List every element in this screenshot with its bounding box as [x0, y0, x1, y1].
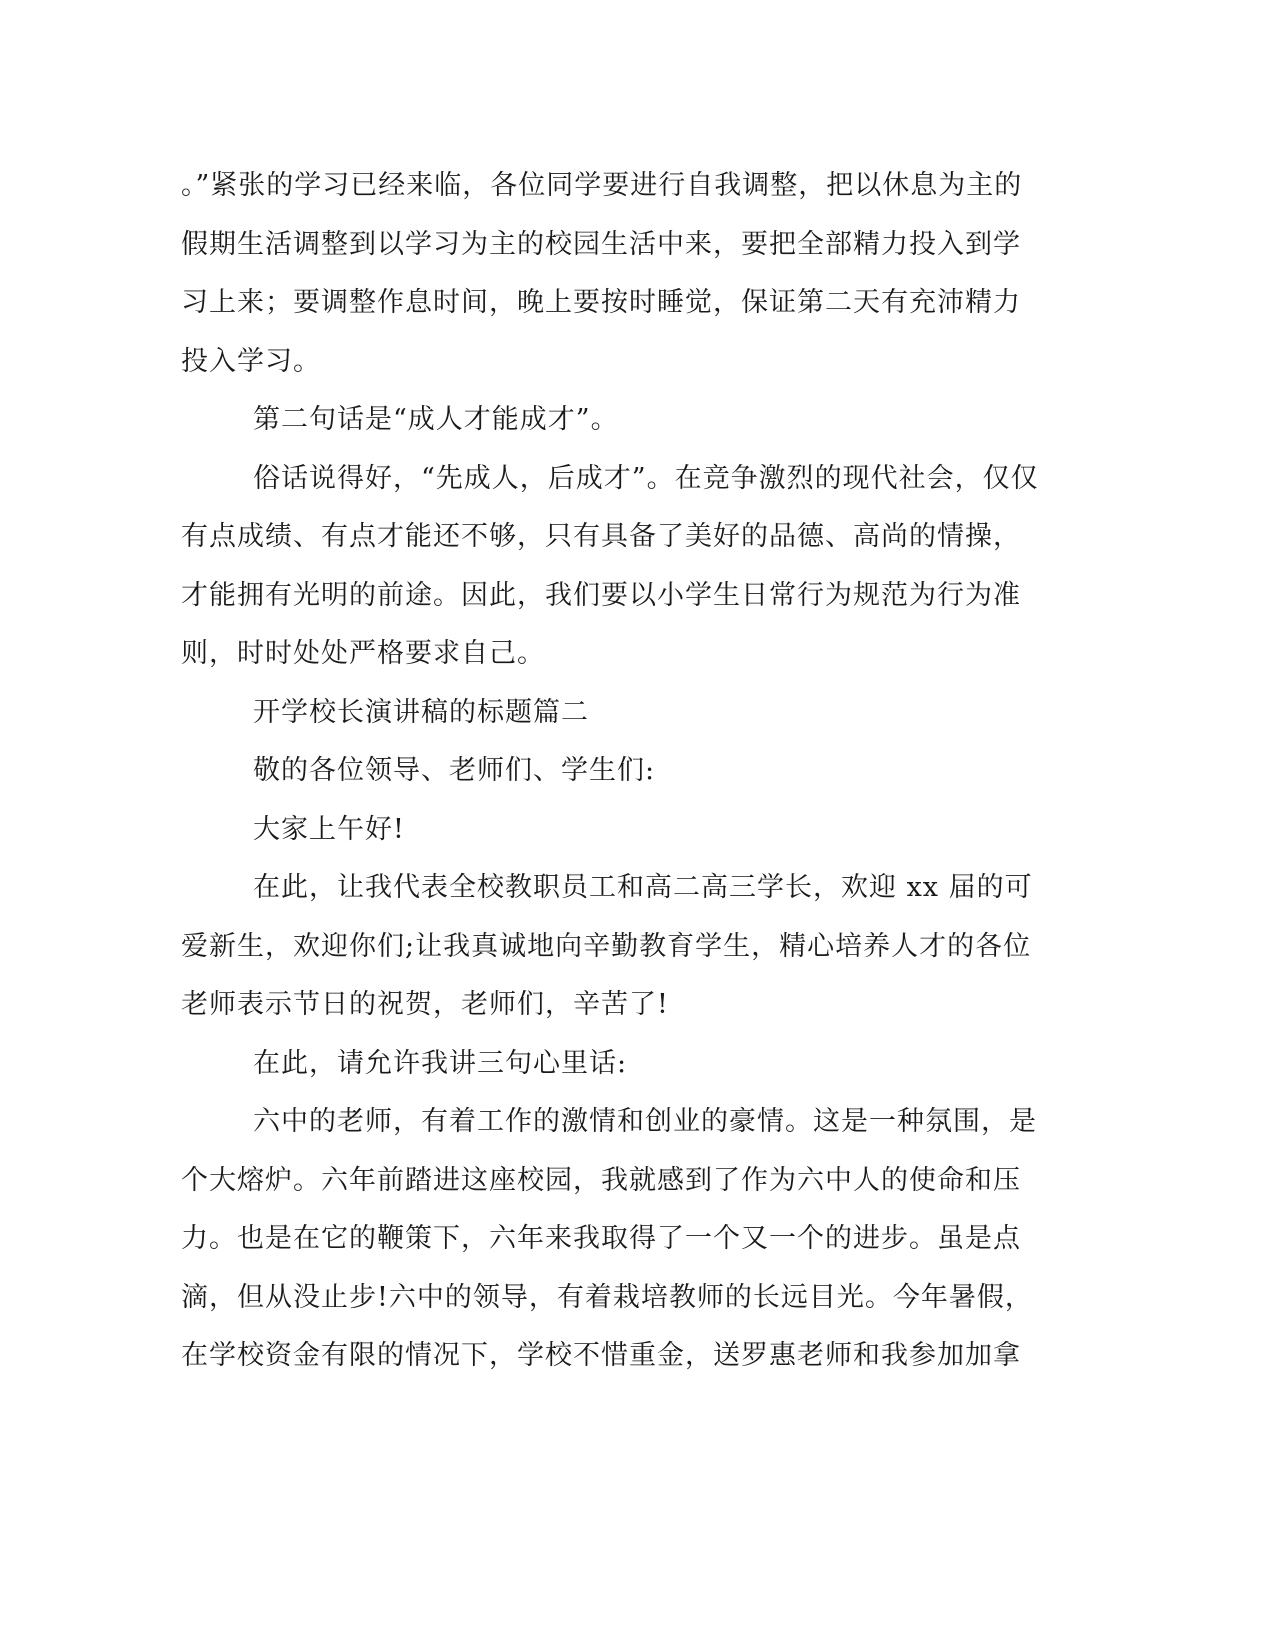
- text-line: 六中的老师，有着工作的激情和创业的豪情。这是一种氛围，是: [253, 1106, 1037, 1137]
- text-line: 则，时时处处严格要求自己。: [181, 638, 545, 669]
- text-line: 在此，让我代表全校教职员工和高二高三学长，欢迎 xx 届的可: [253, 872, 1033, 903]
- document-body: [181, 157, 1041, 1386]
- text-line: 在学校资金有限的情况下，学校不惜重金，送罗惠老师和我参加加拿: [181, 1340, 1021, 1371]
- text-line: 大家上午好!: [253, 813, 405, 845]
- text-line: 第二句话是“成人才能成才”。: [253, 404, 619, 435]
- text-line: 投入学习。: [181, 345, 321, 377]
- text-line: 在此，请允许我讲三句心里话:: [253, 1047, 628, 1079]
- text-line: 才能拥有光明的前途。因此，我们要以小学生日常行为规范为行为准: [181, 579, 1021, 611]
- text-line: 俗话说得好，“先成人，后成才”。在竞争激烈的现代社会，仅仅: [253, 462, 1039, 494]
- text-line: 开学校长演讲稿的标题篇二: [253, 696, 589, 728]
- text-line: 。”紧张的学习已经来临，各位同学要进行自我调整，把以休息为主的: [181, 170, 1023, 201]
- text-line: 滴，但从没止步!六中的领导，有着栽培教师的长远目光。今年暑假，: [181, 1281, 1033, 1313]
- text-line: 爱新生，欢迎你们;让我真诚地向辛勤教育学生，精心培养人才的各位: [181, 930, 1032, 962]
- text-line: 假期生活调整到以学习为主的校园生活中来，要把全部精力投入到学: [181, 228, 1021, 260]
- text-line: 有点成绩、有点才能还不够，只有具备了美好的品德、高尚的情操，: [181, 521, 1021, 552]
- text-line: 老师表示节日的祝贺，老师们，辛苦了!: [181, 989, 669, 1020]
- text-line: 敬的各位领导、老师们、学生们:: [253, 755, 656, 786]
- text-line: 习上来；要调整作息时间，晚上要按时睡觉，保证第二天有充沛精力: [181, 287, 1021, 318]
- text-line: 力。也是在它的鞭策下，六年来我取得了一个又一个的进步。虽是点: [181, 1223, 1021, 1254]
- text-line: 个大熔炉。六年前踏进这座校园，我就感到了作为六中人的使命和压: [181, 1164, 1021, 1196]
